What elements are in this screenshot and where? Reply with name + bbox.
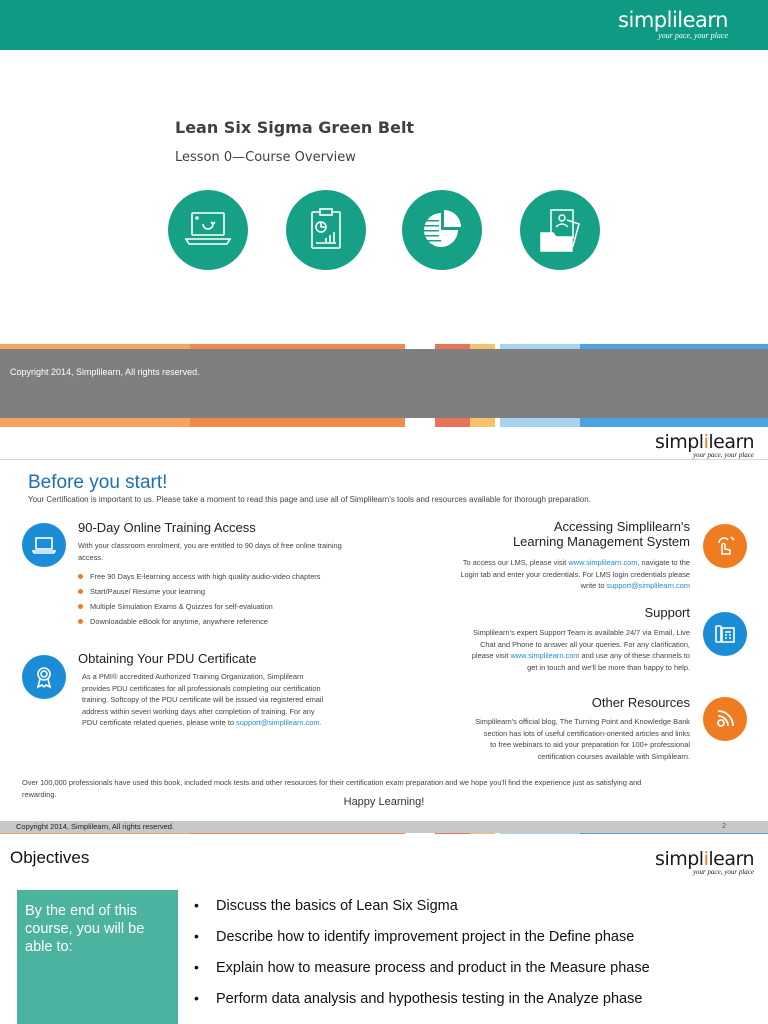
touch-hand-icon [703,524,747,568]
page-number: 2 [722,823,726,830]
closing-text: Over 100,000 professionals have used this book, included mock tests and other resources for their certification exam preparation and we hope you'll find the experience just as satisfying and rewarding. [22,778,642,799]
simplilearn-logo: simplilearn your pace, your place [655,431,754,459]
list-item: Free 90 Days E-learning access with high quality audio-video chapters [78,572,320,587]
page-title: Objectives [10,848,90,867]
documents-folder-icon [520,190,600,270]
other-resources-title: Other Resources [591,695,690,710]
list-item: • Describe how to identify improvement project in the Define phase [194,929,650,960]
clipboard-report-icon [286,190,366,270]
website-link[interactable]: www.simplilearn.com [510,651,580,660]
pdu-title: Obtaining Your PDU Certificate [78,651,257,666]
logo-tagline: your pace, your place [692,451,754,459]
objectives-intro-box [17,890,178,1024]
support-email-link[interactable]: support@simplilearn.com [606,581,690,590]
intro-text: Your Certification is important to us. Please take a moment to read this page and use all of Simplilearn's tools and resources available for thorough preparation. [28,495,591,504]
slide-course-overview [0,0,768,427]
header-bar [0,0,768,50]
training-bullets [78,572,320,632]
color-stripe [0,418,768,427]
pie-chart-icon [402,190,482,270]
support-title: Support [644,605,690,620]
slide2-footer [0,821,768,833]
rss-feed-icon [703,697,747,741]
simplilearn-logo: simplilearn your pace, your place [618,8,728,40]
list-item: Multiple Simulation Exams & Quizzes for self-evaluation [78,602,320,617]
slide-objectives [0,834,768,1024]
divider [0,459,768,460]
copyright-text: Copyright 2014, Simplilearn, All rights reserved. [10,367,200,377]
page-title: Before you start! [28,472,168,493]
slide1-footer [0,344,768,427]
simplilearn-logo: simplilearn your pace, your place [655,848,754,876]
list-item: • Discuss the basics of Lean Six Sigma [194,898,650,929]
training-title: 90-Day Online Training Access [78,520,256,535]
course-title: Lean Six Sigma Green Belt [175,118,415,137]
award-ribbon-icon [22,655,66,699]
slide-before-you-start: simplilearn your pace, your place Before you start! Your Certification is important to us. Please take a moment to read this page and use all of Simplilearn's tools and resources available for thorough preparation. 90-Day Online Training Access With your classroom enrolment, you are entitled to 90 days of free online training access. Free 90 Days E-learning access with high quality audio-video chapters Start/Pause/ Resume your learning Multiple Simulation Exams & Quizzes for self-evaluation Downloadable eBook for anytime, anywhere reference Obtaining Your PDU Certificate As a PMI® accredited Authorized Training Organization, Simplilearn provides PDU certificates for all professionals completing our certification training. Softcopy of the PDU certificate will be issued via registered email address within seven working days after completion of training. For any PDU certificate related queries, please write to support@simplilearn.com. Accessing Simplilearn's Learning Management System To access our LMS, please visit www.simplilearn.com, navigate to the Login tab and enter your credentials. For LMS login credentials please write to support@simplilearn.com Support Simplilearn's expert Support Team is available 24/7 via Email, Live Chat and Phone to answer all your queries. For any clarification, please visit www.simplilearn.com and use any of these channels to get in touch and we'll be more than happy to help. Other Resources Simplilearn's official blog, The Turning Point and Knowledge Bank section has lots of useful certification-oriented articles and links to free webinars to aid your preparation for 100+ professional certification courses available with Simplilearn. Over 100,000 professionals have used this book, included mock tests and other resources for their certification exam preparation and we hope you'll find the experience just as satisfying and rewarding. Happy Learning! Copyright 2014, Simplilearn, All rights reserved. 2 [0,428,768,833]
copyright-text: Copyright 2014, Simplilearn, All rights reserved. [16,822,174,831]
intro-text: By the end of this course, you will be able to: [25,903,145,955]
objectives-list [194,898,650,1022]
list-item: • Perform data analysis and hypothesis testing in the Analyze phase [194,991,650,1022]
list-item: Start/Pause/ Resume your learning [78,587,320,602]
list-item: Downloadable eBook for anytime, anywhere reference [78,617,320,632]
list-item: • Explain how to measure process and product in the Measure phase [194,960,650,991]
logo-tagline: your pace, your place [658,31,728,40]
support-email-link[interactable]: support@simplilearn.com. [236,718,322,727]
logo-tagline: your pace, your place [692,868,754,876]
phone-icon [703,612,747,656]
laptop-icon [22,523,66,567]
laptop-training-icon [168,190,248,270]
website-link[interactable]: www.simplilearn.com [568,558,638,567]
happy-learning-text: Happy Learning! [343,796,425,808]
lesson-subtitle: Lesson 0—Course Overview [175,150,356,165]
lms-title: Accessing Simplilearn's Learning Management System [512,519,690,549]
